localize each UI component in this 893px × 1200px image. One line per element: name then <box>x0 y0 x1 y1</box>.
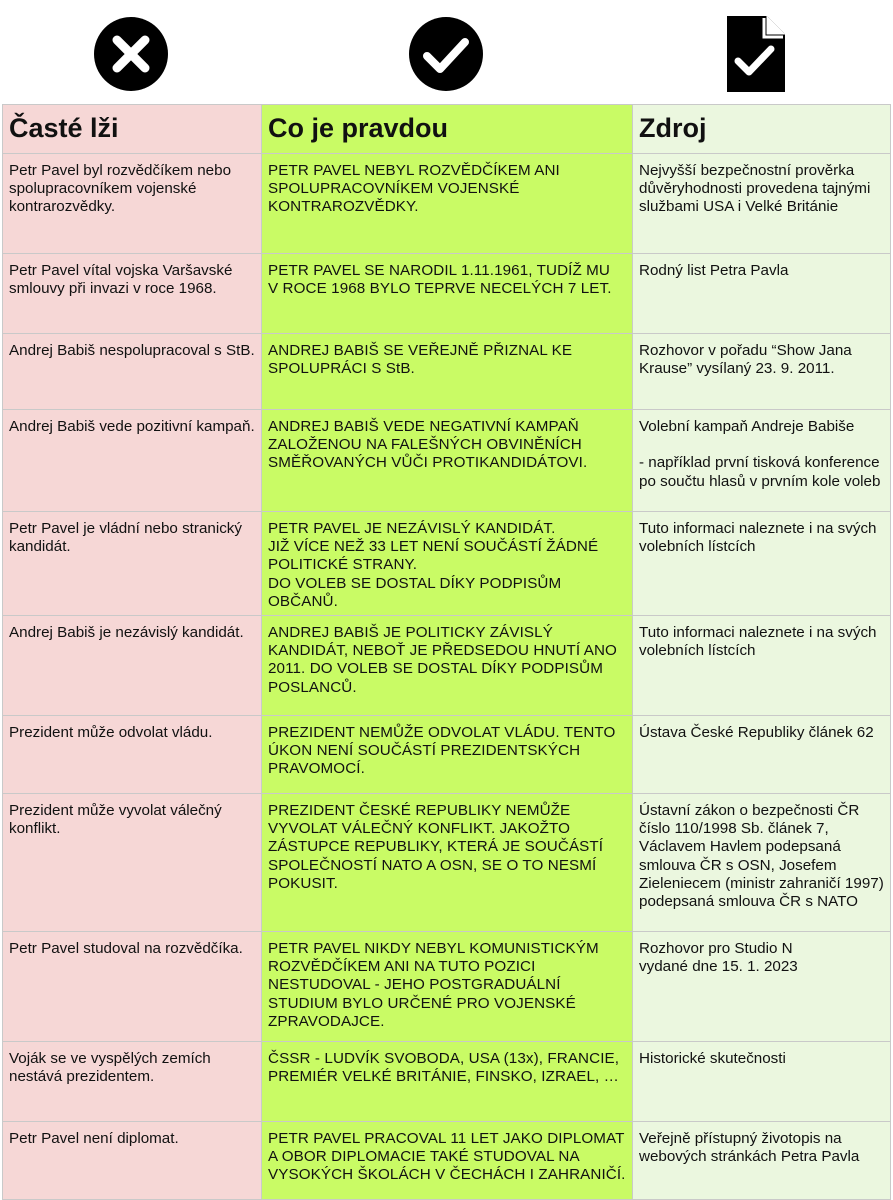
truth-cell: ANDREJ BABIŠ SE VEŘEJNĚ PŘIZNAL KE SPOLUPRÁCI S StB. <box>262 334 633 410</box>
lie-cell: Voják se ve vyspělých zemích nestává prezidentem. <box>3 1042 262 1122</box>
table-row <box>3 512 891 616</box>
table-row <box>3 254 891 334</box>
lie-cell: Petr Pavel byl rozvědčíkem nebo spolupracovníkem vojenské kontrarozvědky. <box>3 154 262 254</box>
table-row <box>3 794 891 932</box>
header-lies: Časté lži <box>3 105 262 154</box>
truth-cell: PETR PAVEL JE NEZÁVISLÝ KANDIDÁT. JIŽ VÍCE NEŽ 33 LET NENÍ SOUČÁSTÍ ŽÁDNÉ POLITICKÉ STRANY. DO VOLEB SE DOSTAL DÍKY PODPISŮM OBČANŮ. <box>262 512 633 616</box>
truth-cell: ANDREJ BABIŠ JE POLITICKY ZÁVISLÝ KANDIDÁT, NEBOŤ JE PŘEDSEDOU HNUTÍ ANO 2011. DO VOLEB SE DOSTAL DÍKY PODPISŮM POSLANCŮ. <box>262 616 633 716</box>
table-row <box>3 932 891 1042</box>
table-row <box>3 1122 891 1200</box>
source-cell: Ústavní zákon o bezpečnosti ČR číslo 110/1998 Sb. článek 7, Václavem Havlem podepsaná smlouva ČR s OSN, Josefem Zieleniecem (ministr zahraničí 1997) podepsaná smlouva ČR s NATO <box>633 794 891 932</box>
truth-cell: PREZIDENT ČESKÉ REPUBLIKY NEMŮŽE VYVOLAT VÁLEČNÝ KONFLIKT. JAKOŽTO ZÁSTUPCE REPUBLIKY, KTERÁ JE SOUČÁSTÍ SPOLEČNOSTÍ NATO A OSN, SE O TO NESMÍ POKUSIT. <box>262 794 633 932</box>
truth-cell: ČSSR - LUDVÍK SVOBODA, USA (13x), FRANCIE, PREMIÉR VELKÉ BRITÁNIE, FINSKO, IZRAEL, … <box>262 1042 633 1122</box>
source-cell: Veřejně přístupný životopis na webových stránkách Petra Pavla <box>633 1122 891 1200</box>
table-row <box>3 1042 891 1122</box>
truth-cell: PETR PAVEL NIKDY NEBYL KOMUNISTICKÝM ROZVĚDČÍKEM ANI NA TUTO POZICI NESTUDOVAL - JEHO POSTGRADUÁLNÍ STUDIUM BYLO URČENÉ PRO VOJENSKÉ ZPRAVODAJCE. <box>262 932 633 1042</box>
source-cell: Nejvyšší bezpečnostní prověrka důvěryhodnosti provedena tajnými službami USA i Velké Británie <box>633 154 891 254</box>
source-cell: Volební kampaň Andreje Babiše - například první tisková konference po součtu hlasů v prvním kole voleb <box>633 410 891 512</box>
icon-header <box>0 0 893 104</box>
source-cell: Ústava České Republiky článek 62 <box>633 716 891 794</box>
lie-cell: Andrej Babiš vede pozitivní kampaň. <box>3 410 262 512</box>
truth-cell: PETR PAVEL PRACOVAL 11 LET JAKO DIPLOMAT A OBOR DIPLOMACIE TAKÉ STUDOVAL NA VYSOKÝCH ŠKOLÁCH V ČECHÁCH I ZAHRANIČÍ. <box>262 1122 633 1200</box>
table-row <box>3 154 891 254</box>
table-row <box>3 716 891 794</box>
truth-cell: PETR PAVEL NEBYL ROZVĚDČÍKEM ANI SPOLUPRACOVNÍKEM VOJENSKÉ KONTRAROZVĚDKY. <box>262 154 633 254</box>
table-row <box>3 410 891 512</box>
lie-cell: Petr Pavel je vládní nebo stranický kandidát. <box>3 512 262 616</box>
truth-cell: ANDREJ BABIŠ VEDE NEGATIVNÍ KAMPAŇ ZALOŽENOU NA FALEŠNÝCH OBVINĚNÍCH SMĚŘOVANÝCH VŮČI PROTIKANDIDÁTOVI. <box>262 410 633 512</box>
lie-cell: Petr Pavel není diplomat. <box>3 1122 262 1200</box>
document-check-icon <box>725 14 787 94</box>
lie-cell: Prezident může odvolat vládu. <box>3 716 262 794</box>
check-circle-icon <box>408 16 484 92</box>
source-cell: Rozhovor v pořadu “Show Jana Krause” vysílaný 23. 9. 2011. <box>633 334 891 410</box>
header-row <box>3 105 891 154</box>
table-row <box>3 334 891 410</box>
facts-table <box>2 104 891 1200</box>
header-truth: Co je pravdou <box>262 105 633 154</box>
x-circle-icon <box>93 16 169 92</box>
lie-cell: Petr Pavel studoval na rozvědčíka. <box>3 932 262 1042</box>
truth-cell: PETR PAVEL SE NARODIL 1.11.1961, TUDÍŽ MU V ROCE 1968 BYLO TEPRVE NECELÝCH 7 LET. <box>262 254 633 334</box>
table-row <box>3 616 891 716</box>
lie-cell: Andrej Babiš je nezávislý kandidát. <box>3 616 262 716</box>
source-cell: Rozhovor pro Studio N vydané dne 15. 1. 2023 <box>633 932 891 1042</box>
source-cell: Tuto informaci naleznete i na svých volebních lístcích <box>633 512 891 616</box>
source-cell: Rodný list Petra Pavla <box>633 254 891 334</box>
source-cell: Historické skutečnosti <box>633 1042 891 1122</box>
lie-cell: Petr Pavel vítal vojska Varšavské smlouvy při invazi v roce 1968. <box>3 254 262 334</box>
header-source: Zdroj <box>633 105 891 154</box>
lie-cell: Andrej Babiš nespolupracoval s StB. <box>3 334 262 410</box>
truth-cell: PREZIDENT NEMŮŽE ODVOLAT VLÁDU. TENTO ÚKON NENÍ SOUČÁSTÍ PREZIDENTSKÝCH PRAVOMOCÍ. <box>262 716 633 794</box>
lie-cell: Prezident může vyvolat válečný konflikt. <box>3 794 262 932</box>
source-cell: Tuto informaci naleznete i na svých volebních lístcích <box>633 616 891 716</box>
